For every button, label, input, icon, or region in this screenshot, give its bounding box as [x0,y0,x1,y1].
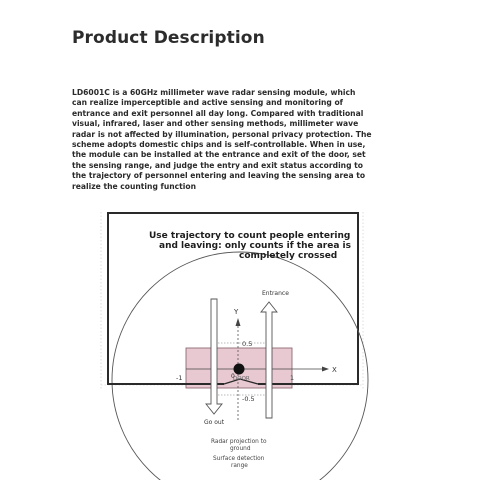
y-axis-arrowhead [236,318,241,326]
caption-line-3: completely crossed [239,251,338,261]
origin-label: 0 [231,373,235,380]
caption-line-1: Use trajectory to count people entering [149,231,351,241]
product-description: LD6001C is a 60GHz millimeter wave radar sensing module, which can realize imperceptible and active sensing and monitoring of entrance and exit personnel all day long. Compared with traditional visual, infrared, laser and other sensing methods, millimeter wave radar is not affected by illumination, personal privacy protection. The scheme adopts domestic chips and is self-controllable. When in use, the module can be installed at the entrance and exit of the door, set the sensing range, and judge the entry and exit status according to the trajectory of personnel entering and leaving the sensing area to realize the counting function [72,88,372,191]
x-axis-label: X [332,366,337,374]
tick-neg-y: -0.5 [242,395,255,403]
entrance-label: Entrance [262,290,289,297]
surface-detection-label-1: Surface detection [213,456,265,462]
tick-neg-x: -1 [176,374,183,382]
radar-projection-label-1: Radar projection to [211,439,267,445]
caption-line-2: and leaving: only counts if the area is [159,241,351,251]
radar-point [234,364,245,375]
y-axis-label: Y [234,308,239,316]
tick-pos-x: 1 [290,374,295,382]
door-label: DOOR [233,376,250,382]
radar-projection-label-2: ground [230,446,251,452]
go-out-label: Go out [204,419,225,426]
tick-pos-y: 0.5 [242,340,253,348]
page-title: Product Description [72,28,265,48]
x-axis-arrowhead [322,367,329,372]
surface-detection-label-2: range [231,463,248,469]
